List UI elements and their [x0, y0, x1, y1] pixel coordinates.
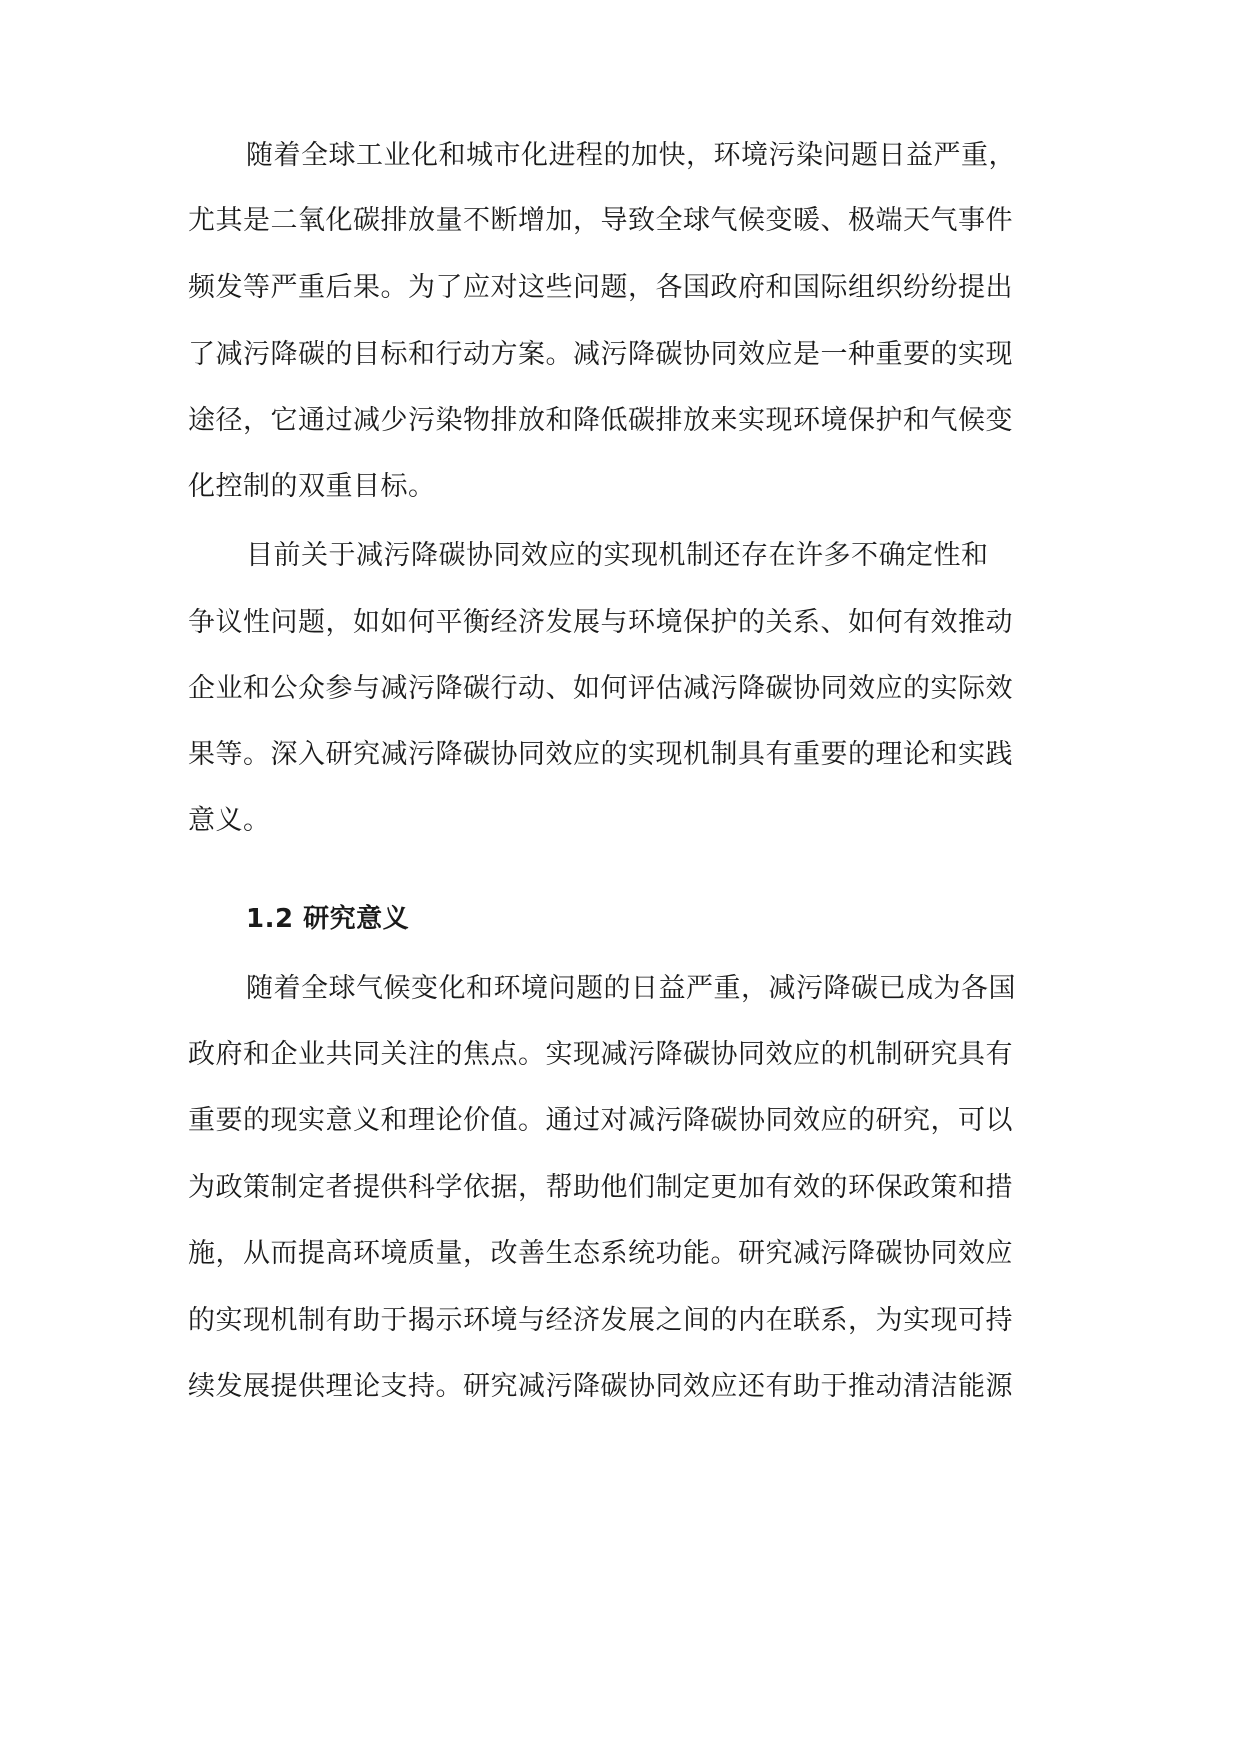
- paragraph-2-line-1: 目前关于减污降碳协同效应的实现机制还存在许多不确定性和: [246, 540, 989, 571]
- paragraph-2-line-2: 争议性问题，如如何平衡经济发展与环境保护的关系、如何有效推动: [188, 607, 1013, 638]
- paragraph-1-line-4: 了减污降碳的目标和行动方案。减污降碳协同效应是一种重要的实现: [188, 339, 1013, 370]
- paragraph-2-line-3: 企业和公众参与减污降碳行动、如何评估减污降碳协同效应的实际效: [188, 673, 1013, 704]
- section-heading: 1.2 研究意义: [246, 904, 410, 934]
- paragraph-1-line-5: 途径，它通过减少污染物排放和降低碳排放来实现环境保护和气候变: [188, 405, 1013, 436]
- paragraph-1-line-1: 随着全球工业化和城市化进程的加快，环境污染问题日益严重，: [246, 140, 1016, 171]
- paragraph-1-line-2: 尤其是二氧化碳排放量不断增加，导致全球气候变暖、极端天气事件: [188, 205, 1013, 236]
- paragraph-2-line-5: 意义。: [188, 805, 271, 836]
- paragraph-3-line-7: 续发展提供理论支持。研究减污降碳协同效应还有助于推动清洁能源: [188, 1371, 1013, 1402]
- paragraph-3-line-6: 的实现机制有助于揭示环境与经济发展之间的内在联系，为实现可持: [188, 1305, 1013, 1336]
- paragraph-3-line-1: 随着全球气候变化和环境问题的日益严重，减污降碳已成为各国: [246, 973, 1016, 1004]
- paragraph-3-line-3: 重要的现实意义和理论价值。通过对减污降碳协同效应的研究，可以: [188, 1105, 1013, 1136]
- paragraph-1-line-3: 频发等严重后果。为了应对这些问题，各国政府和国际组织纷纷提出: [188, 272, 1013, 303]
- paragraph-1-line-6: 化控制的双重目标。: [188, 471, 436, 502]
- paragraph-3-line-2: 政府和企业共同关注的焦点。实现减污降碳协同效应的机制研究具有: [188, 1039, 1013, 1070]
- paragraph-3-line-5: 施，从而提高环境质量，改善生态系统功能。研究减污降碳协同效应: [188, 1238, 1013, 1269]
- paragraph-2-line-4: 果等。深入研究减污降碳协同效应的实现机制具有重要的理论和实践: [188, 739, 1013, 770]
- paragraph-3-line-4: 为政策制定者提供科学依据，帮助他们制定更加有效的环保政策和措: [188, 1172, 1013, 1203]
